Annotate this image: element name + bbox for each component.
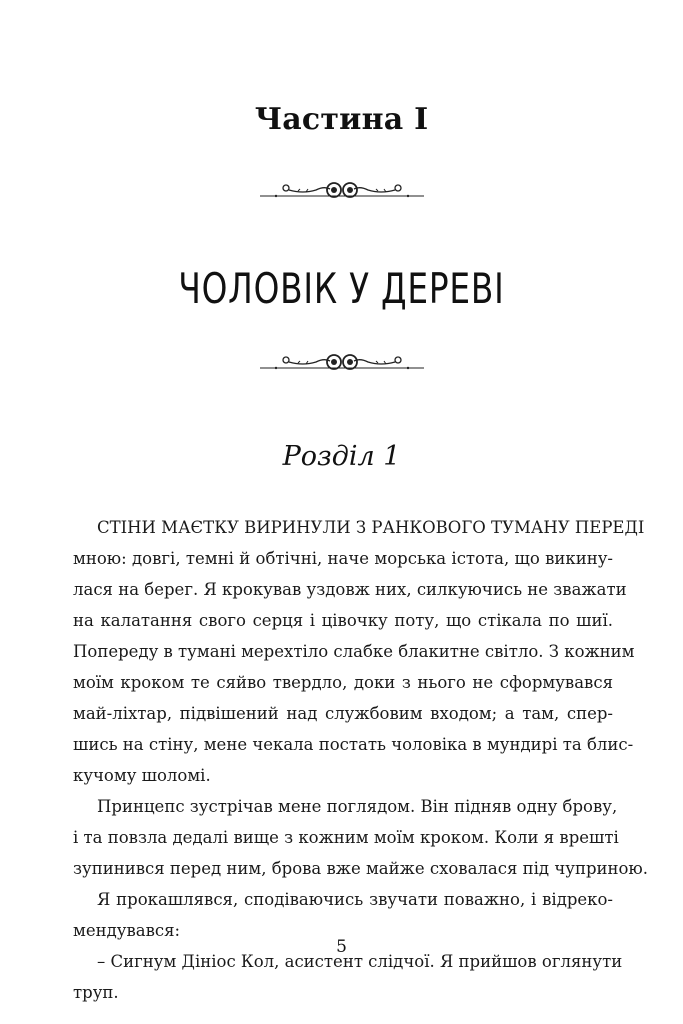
page-number: 5 — [336, 937, 347, 957]
text-line: шись на стіну, мене чекала постать чоловіка в мундирі та блис- — [73, 735, 634, 754]
paragraph — [73, 791, 649, 884]
paragraph — [73, 512, 645, 791]
text-line: зупинився перед ним, брова вже майже сховалася під чуприною. — [73, 859, 649, 878]
fleuron-divider-icon — [258, 178, 426, 202]
text-line: май-ліхтар, підвішений над службовим входом; а там, спер- — [73, 704, 613, 723]
part-title: Частина I — [254, 102, 429, 137]
text-line: Я прокашлявся, сподіваючись звучати поважно, і відреко- — [97, 890, 613, 909]
text-line: труп. — [73, 983, 119, 1002]
text-line: – Сигнум Дініос Кол, асистент слідчої. Я прийшов оглянути — [97, 952, 623, 971]
chapter-body — [73, 512, 649, 1008]
text-line: Принцепс зустрічав мене поглядом. Він підняв одну брову, — [97, 797, 618, 816]
text-line: мною: довгі, темні й обтічні, наче морська істота, що викину- — [73, 549, 613, 568]
fleuron-divider-icon — [258, 350, 426, 374]
text-line: мендувався: — [73, 921, 181, 940]
text-line: на калатання свого серця і цівочку поту, що стікала по шиї. — [73, 611, 613, 630]
text-line: лася на берег. Я крокував уздовж них, силкуючись не зважати — [73, 580, 627, 599]
chapter-title: Розділ 1 — [282, 441, 401, 472]
text-line: СТІНИ МАЄТКУ ВИРИНУЛИ З РАНКОВОГО ТУМАНУ ПЕРЕДІ — [97, 518, 645, 537]
text-line: Попереду в тумані мерехтіло слабке блакитне світло. З кожним — [73, 642, 635, 661]
text-line: і та повзла дедалі вище з кожним моїм кроком. Коли я врешті — [73, 828, 619, 847]
book-title: ЧОЛОВІК У ДЕРЕВІ — [178, 264, 505, 313]
text-line: кучому шоломі. — [73, 766, 211, 785]
text-line: моїм кроком те сяйво твердло, доки з нього не сформувався — [73, 673, 613, 692]
